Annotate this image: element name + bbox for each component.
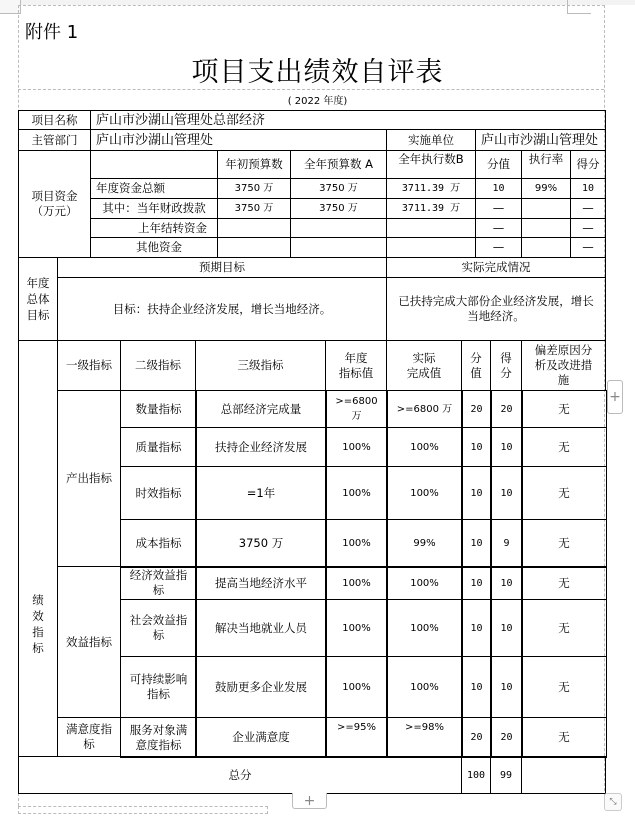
fund-row-executed: 3711.39 万 [386, 178, 476, 199]
header-score-value-line: 值 [470, 365, 482, 380]
indicator-actual: 100% [386, 466, 463, 520]
funds-header-initial: 年初预算数 [217, 150, 291, 179]
total-score-value: 100 [461, 756, 491, 794]
indicator-score-value: 10 [461, 519, 492, 568]
fund-row-initial [217, 237, 291, 258]
project-name-value: 庐山市沙湖山管理处总部经济 [90, 110, 606, 130]
funds-header-score-value: 分值 [475, 150, 522, 179]
indicator-deviation: 无 [521, 390, 607, 428]
header-level1: 一级指标 [57, 340, 121, 391]
fund-row-executed [386, 218, 476, 238]
fund-row-rate [521, 237, 571, 258]
project-name-label: 项目名称 [18, 110, 91, 130]
header-actual-line: 完成值 [406, 365, 442, 380]
header-target-line: 指标值 [338, 365, 374, 380]
funds-header-executed: 全年执行数B [386, 150, 476, 179]
fund-row-name: 上年结转资金 [90, 218, 218, 238]
fund-row-name: 其他资金 [90, 237, 218, 258]
indicator-level3: 解决当地就业人员 [195, 599, 327, 657]
indicator-score: 10 [490, 599, 523, 657]
funds-label-line1: 项目资金 [31, 189, 78, 203]
actual-goal-header: 实际完成情况 [386, 257, 606, 278]
page-corner-mark [567, 0, 568, 13]
funds-label-line2: （万元） [31, 204, 78, 218]
indicator-score: 10 [490, 427, 523, 467]
impl-label: 实施单位 [386, 129, 476, 151]
indicator-score: 10 [490, 466, 523, 520]
indicator-target: 100% [325, 566, 388, 600]
header-target [325, 340, 387, 391]
funds-header-blank [90, 150, 218, 179]
fund-row-score: — [570, 218, 606, 238]
fund-row-annual: 3750 万 [290, 198, 387, 219]
add-row-button[interactable]: + [292, 793, 327, 809]
fund-row-score-value: — [475, 237, 522, 258]
fund-row-rate: 99% [521, 178, 571, 199]
fund-row-score-value: 10 [475, 178, 522, 199]
indicator-level3: 3750 万 [195, 519, 327, 568]
fund-row-initial: 3750 万 [217, 198, 291, 219]
indicator-level2: 可持续影响指标 [120, 656, 197, 718]
header-deviation: 偏差原因分析及改进措施 [521, 340, 606, 391]
header-score [490, 340, 522, 391]
expected-goal-text: 目标：扶持企业经济发展，增长当地经济。 [57, 277, 387, 341]
side-label-char: 标 [32, 640, 44, 655]
indicator-level3: 提高当地经济水平 [195, 566, 327, 600]
header-actual [386, 340, 462, 391]
page-corner-mark [567, 13, 591, 14]
fund-row-annual [290, 218, 387, 238]
impl-value: 庐山市沙湖山管理处 [475, 129, 606, 151]
indicator-deviation: 无 [521, 599, 607, 657]
header-score-value [461, 340, 491, 391]
header-score-line: 得 [500, 350, 512, 365]
indicator-score-value: 20 [461, 717, 492, 758]
fund-row-annual [290, 237, 387, 258]
indicator-target: 100% [325, 427, 388, 467]
indicator-level2: 成本指标 [120, 519, 197, 568]
page-title: 项目支出绩效自评表 [191, 57, 444, 88]
fund-row-executed: 3711.39 万 [386, 198, 476, 219]
indicator-score: 10 [490, 566, 523, 600]
fund-row-score-value: — [475, 198, 522, 219]
indicator-score: 10 [490, 656, 523, 718]
annual-goal-label-line: 总体 [26, 292, 50, 306]
performance-indicators-label [18, 340, 58, 757]
total-deviation-blank [521, 756, 606, 794]
funds-header-rate: 执行率 [521, 150, 571, 179]
indicator-score: 20 [490, 390, 523, 428]
indicator-score-value: 10 [461, 566, 492, 600]
indicator-actual: 100% [386, 599, 463, 657]
header-level2: 二级指标 [120, 340, 196, 391]
fund-row-score: 10 [570, 178, 606, 199]
indicator-deviation: 无 [521, 656, 607, 718]
annual-goal-label [18, 257, 58, 341]
side-label-char: 效 [32, 608, 44, 623]
annual-goal-label-line: 目标 [26, 308, 50, 322]
actual-goal-text: 已扶持完成大部份企业经济发展，增长当地经济。 [386, 277, 606, 341]
indicator-score-value: 10 [461, 656, 492, 718]
funds-label [18, 150, 91, 258]
side-label-char: 指 [32, 624, 44, 639]
fund-row-initial: 3750 万 [217, 178, 291, 199]
indicator-target: >=6800万 [325, 390, 388, 428]
indicator-level2: 社会效益指标 [120, 599, 197, 657]
indicator-actual: >=98% [386, 717, 463, 758]
level1-output: 产出指标 [57, 390, 121, 567]
indicator-score-value: 10 [461, 599, 492, 657]
indicator-level3: 企业满意度 [195, 717, 327, 758]
indicator-level3: 鼓励更多企业发展 [195, 656, 327, 718]
fund-row-rate [521, 198, 571, 219]
indicator-score: 9 [490, 519, 523, 568]
indicator-level2: 时效指标 [120, 466, 197, 520]
funds-header-annual: 全年预算数 A [290, 150, 387, 179]
next-page-boundary [18, 806, 268, 814]
total-label: 总分 [18, 756, 462, 794]
header-score-value-line: 分 [470, 350, 482, 365]
indicator-level3: 总部经济完成量 [195, 390, 327, 428]
header-divider [18, 89, 604, 90]
indicator-actual: 100% [386, 656, 463, 718]
resize-handle-icon[interactable]: ⤡ [604, 793, 622, 811]
indicator-actual: 100% [386, 566, 463, 600]
indicator-deviation: 无 [521, 566, 607, 600]
indicator-level2: 经济效益指标 [120, 566, 197, 600]
fund-row-initial [217, 218, 291, 238]
dept-label: 主管部门 [18, 129, 91, 151]
indicator-actual: 100% [386, 427, 463, 467]
indicator-level3: 扶持企业经济发展 [195, 427, 327, 467]
level1-satisfaction: 满意度指标 [57, 717, 121, 757]
indicator-score-value: 20 [461, 390, 492, 428]
fund-row-score: — [570, 237, 606, 258]
indicator-actual: >=6800 万 [386, 390, 463, 428]
indicator-deviation: 无 [521, 519, 607, 568]
fund-row-annual: 3750 万 [290, 178, 387, 199]
fund-row-score: — [570, 198, 606, 219]
indicator-deviation: 无 [521, 427, 607, 467]
indicator-target: >=95% [325, 717, 388, 758]
indicator-level2: 数量指标 [120, 390, 197, 428]
fund-row-name: 年度资金总额 [90, 178, 218, 199]
funds-header-score: 得分 [570, 150, 606, 179]
indicator-target: 100% [325, 599, 388, 657]
indicator-level3: =1年 [195, 466, 327, 520]
indicator-score-value: 10 [461, 427, 492, 467]
year-label: ( 2022 年度) [287, 96, 348, 107]
header-actual-line: 实际 [412, 350, 436, 365]
indicator-score-value: 10 [461, 466, 492, 520]
fund-row-name: 其中：当年财政拨款 [90, 198, 218, 219]
indicator-target: 100% [325, 656, 388, 718]
dept-value: 庐山市沙湖山管理处 [90, 129, 387, 151]
total-score: 99 [490, 756, 522, 794]
indicator-level2: 质量指标 [120, 427, 197, 467]
header-target-line: 年度 [344, 350, 368, 365]
annual-goal-label-line: 年度 [26, 276, 50, 290]
fund-row-score-value: — [475, 218, 522, 238]
level1-benefit: 效益指标 [57, 566, 121, 718]
fund-row-rate [521, 218, 571, 238]
indicator-target: 100% [325, 519, 388, 568]
indicator-deviation: 无 [521, 466, 607, 520]
attachment-label: 附件 1 [25, 22, 79, 43]
header-score-line: 分 [500, 365, 512, 380]
add-column-button[interactable]: + [607, 380, 623, 414]
header-level3: 三级指标 [195, 340, 326, 391]
indicator-deviation: 无 [521, 717, 607, 758]
expected-goal-header: 预期目标 [57, 257, 387, 278]
indicator-score: 20 [490, 717, 523, 758]
fund-row-executed [386, 237, 476, 258]
indicator-actual: 99% [386, 519, 463, 568]
side-label-char: 绩 [32, 592, 44, 607]
indicator-level2: 服务对象满意度指标 [120, 717, 197, 758]
indicator-target: 100% [325, 466, 388, 520]
